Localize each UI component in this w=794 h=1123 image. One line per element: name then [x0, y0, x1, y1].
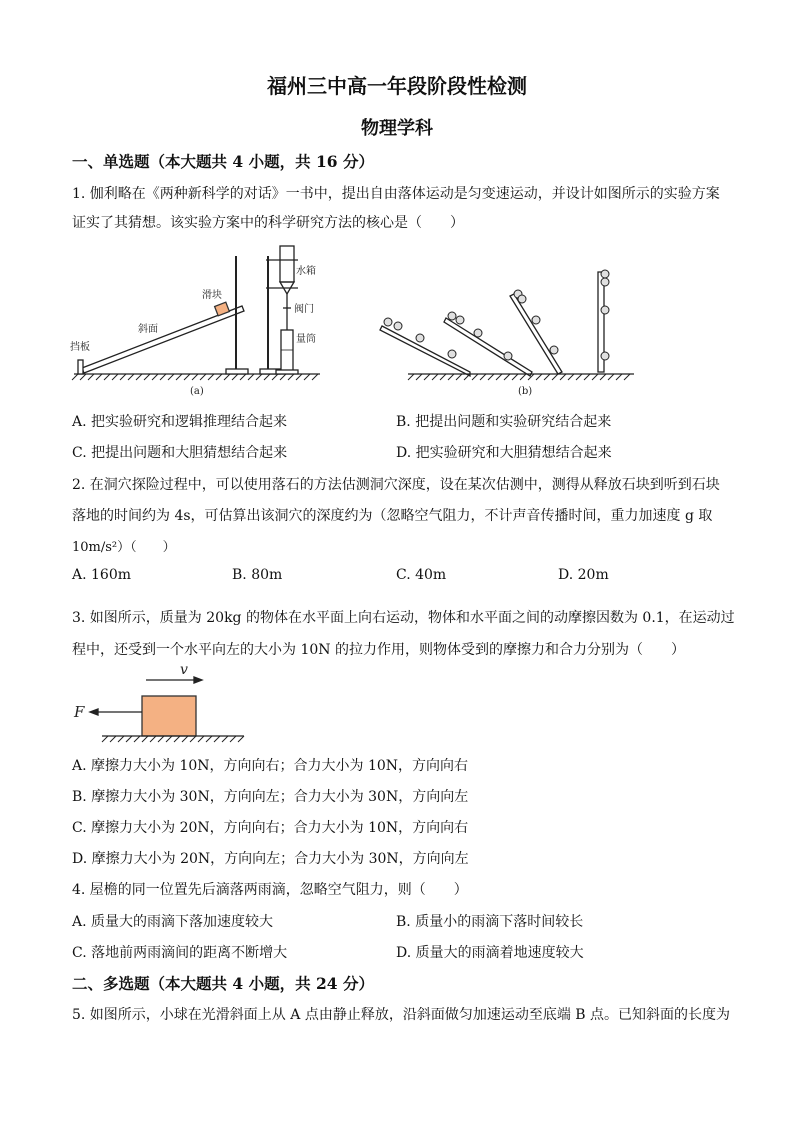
question-4-option-c: C. 落地前两雨滴间的距离不断增大 [72, 945, 288, 961]
question-4-option-d: D. 质量大的雨滴着地速度较大 [396, 945, 584, 961]
question-2-option-b: B. 80m [232, 567, 283, 583]
label-xiemian: 斜面 [138, 324, 158, 335]
label-famen: 阀门 [294, 304, 314, 315]
label-liangtong: 量筒 [296, 334, 316, 345]
question-4-option-b: B. 质量小的雨滴下落时间较长 [396, 914, 584, 930]
question-2-line-3: 10m/s²）（ ） [72, 540, 176, 555]
page-subtitle: 物理学科 [361, 118, 433, 139]
question-1-option-c: C. 把提出问题和大胆猜想结合起来 [72, 445, 288, 461]
question-1-line-1: 1. 伽利略在《两种新科学的对话》一书中，提出自由落体运动是匀变速运动，并设计如图所示的实验方案 [72, 186, 720, 202]
question-1-line-2: 证实了其猜想。该实验方案中的科学研究方法的核心是（ ） [72, 215, 464, 231]
label-b: (b) [518, 386, 533, 397]
label-a: (a) [190, 386, 204, 397]
figure-a [72, 246, 320, 380]
question-2-line-1: 2. 在洞穴探险过程中，可以使用落石的方法估测洞穴深度，设在某次估测中，测得从释放石块到听到石块 [72, 477, 720, 493]
label-huakuai: 滑块 [202, 290, 222, 301]
question-4-line-1: 4. 屋檐的同一位置先后滴落两雨滴，忽略空气阻力，则（ ） [72, 882, 468, 898]
question-1-figure [68, 238, 728, 400]
question-5-line-1: 5. 如图所示，小球在光滑斜面上从 A 点由静止释放，沿斜面做匀加速运动至底端 B 点。已知斜面的长度为 [72, 1007, 731, 1023]
question-3-option-d: D. 摩擦力大小为 20N，方向向左；合力大小为 30N，方向向左 [72, 851, 469, 867]
label-velocity: v [180, 662, 188, 678]
question-2-option-c: C. 40m [396, 567, 447, 583]
question-3-line-1: 3. 如图所示，质量为 20kg 的物体在水平面上向右运动，物体和水平面之间的动摩擦因数为 0.1，在运动过 [72, 610, 735, 626]
page-title: 福州三中高一年段阶段性检测 [267, 74, 527, 98]
question-3-figure [68, 660, 258, 746]
figure-b [380, 270, 634, 380]
question-1-option-d: D. 把实验研究和大胆猜想结合起来 [396, 445, 612, 461]
question-2-option-a: A. 160m [72, 567, 132, 583]
section-heading-multiple-choice: 二、多选题（本大题共 4 小题，共 24 分） [72, 974, 374, 993]
question-3-line-2: 程中，还受到一个水平向左的大小为 10N 的拉力作用，则物体受到的摩擦力和合力分别为（ ） [72, 642, 685, 658]
question-1-option-a: A. 把实验研究和逻辑推理结合起来 [72, 414, 288, 430]
label-dangban: 挡板 [70, 342, 90, 353]
label-shuixiang: 水箱 [296, 266, 316, 277]
label-force: F [74, 703, 85, 721]
question-3-option-a: A. 摩擦力大小为 10N，方向向右；合力大小为 10N，方向向右 [72, 758, 469, 774]
question-3-option-b: B. 摩擦力大小为 30N，方向向左；合力大小为 30N，方向向左 [72, 789, 469, 805]
question-2-option-d: D. 20m [558, 567, 609, 583]
section-heading-single-choice: 一、单选题（本大题共 4 小题，共 16 分） [72, 152, 374, 171]
question-2-line-2: 落地的时间约为 4s，可估算出该洞穴的深度约为（忽略空气阻力，不计声音传播时间，重力加速度 g 取 [72, 508, 713, 524]
question-3-option-c: C. 摩擦力大小为 20N，方向向右；合力大小为 10N，方向向右 [72, 820, 469, 836]
question-1-option-b: B. 把提出问题和实验研究结合起来 [396, 414, 612, 430]
question-4-option-a: A. 质量大的雨滴下落加速度较大 [72, 914, 274, 930]
